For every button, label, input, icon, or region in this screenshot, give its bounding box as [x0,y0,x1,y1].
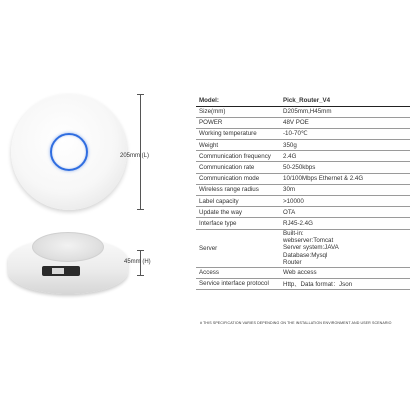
server-line: webserver:Tomcat [283,237,334,245]
model-key: Model: [196,95,280,106]
table-row [196,106,410,117]
spec-value: 30m [280,184,410,195]
spec-key: Access [196,267,280,278]
router-side-view-image [8,232,128,294]
table-row [196,278,410,289]
spec-value: Http、Data format：Json [280,278,410,289]
spec-value: >10000 [280,196,410,207]
blue-led-ring [50,133,88,171]
table-row [196,184,410,195]
spec-key: Communication rate [196,162,280,173]
server-details [280,229,410,267]
table-row [196,218,410,229]
table-row [196,162,410,173]
table-row [196,117,410,128]
spec-value: 50-250kbps [280,162,410,173]
spec-value: 10/100Mbps Ethernet & 2.4G [280,173,410,184]
table-row [196,196,410,207]
spec-key: Communication frequency [196,151,280,162]
diameter-tick-top [137,94,144,95]
height-tick-top [137,250,144,251]
spec-value: RJ45-2.4G [280,218,410,229]
spec-value: D205mm,H45mm [280,106,410,117]
spec-key: Service interface protocol [196,278,280,289]
spec-key: POWER [196,117,280,128]
spec-value: 2.4G [280,151,410,162]
spec-header-row [196,95,410,106]
spec-value: 48V POE [280,117,410,128]
router-top-view-image [11,94,127,210]
model-value: Pick_Router_V4 [280,95,410,106]
spec-key: Server [196,229,280,267]
table-row [196,173,410,184]
diameter-label: 205mm (L) [120,153,150,159]
spec-key: Update the way [196,207,280,218]
spec-table [196,95,410,290]
spec-key: Size(mm) [196,106,280,117]
height-tick-bottom [137,275,144,276]
router-mount-plate [32,232,104,262]
spec-key: Interface type [196,218,280,229]
diameter-tick-bottom [137,209,144,210]
server-line: Built-in: [283,230,304,238]
spec-footnote: # THIS SPECIFICATION VARIES DEPENDING ON THE INSTALLATION ENVIRONMENT AND USER SCENARIO [200,321,392,325]
table-row-server [196,229,410,267]
spec-key: Working temperature [196,128,280,139]
spec-key: Communication mode [196,173,280,184]
spec-value: OTA [280,207,410,218]
table-row [196,140,410,151]
server-line: Router [283,258,302,266]
table-row [196,267,410,278]
server-line: Database:Mysql [283,251,328,259]
rj45-port [42,266,80,276]
server-line: Server system:JAVA [283,244,339,252]
spec-value: -10-70℃ [280,128,410,139]
spec-value: 350g [280,140,410,151]
height-label: 45mm (H) [124,259,151,265]
spec-key: Wireless range radius [196,184,280,195]
spec-key: Label capacity [196,196,280,207]
table-row [196,151,410,162]
spec-value: Web access [280,267,410,278]
spec-key: Weight [196,140,280,151]
table-row [196,128,410,139]
diameter-dimension-line [140,94,141,210]
table-row [196,207,410,218]
